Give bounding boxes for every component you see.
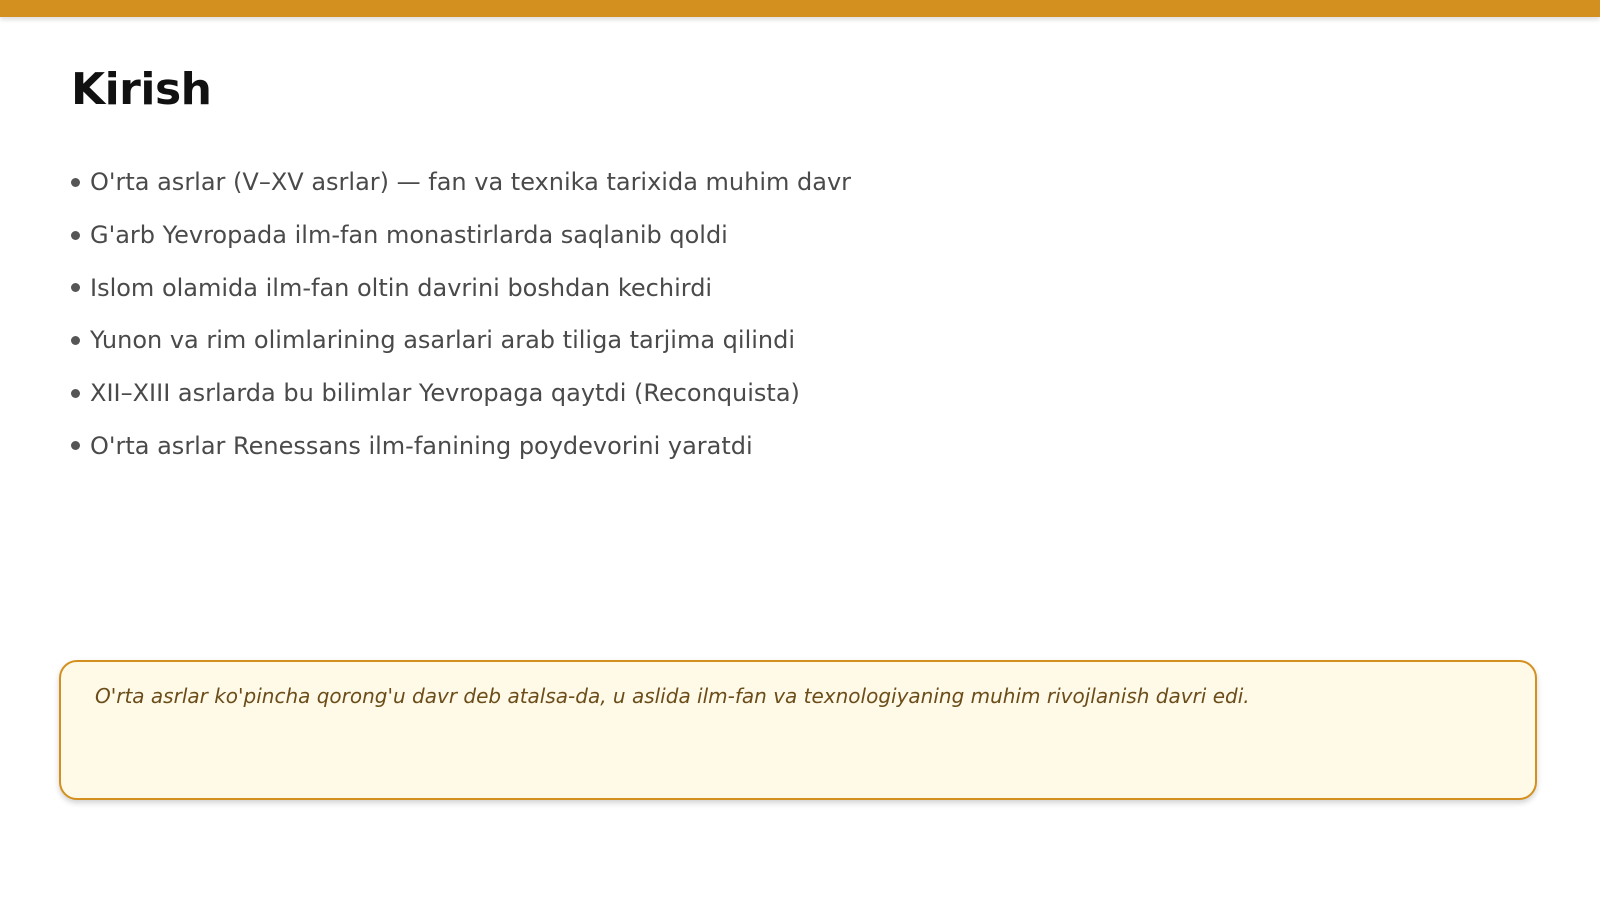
bullet-item (71, 367, 1271, 420)
bullet-text: Yunon va rim olimlarining asarlari arab tiliga tarjima qilindi (90, 326, 796, 355)
top-accent-bar (0, 0, 1600, 17)
bullet-dot-icon (71, 231, 80, 240)
bullet-item (71, 156, 1271, 209)
bullet-item (71, 419, 1271, 472)
bullet-dot-icon (71, 178, 80, 187)
bullet-text: O'rta asrlar Renessans ilm-fanining poydevorini yaratdi (90, 431, 753, 460)
bullet-dot-icon (71, 283, 80, 292)
bullet-text: XII–XIII asrlarda bu bilimlar Yevropaga qaytdi (Reconquista) (90, 379, 800, 408)
slide-title: Kirish (71, 64, 212, 115)
bullet-text: Islom olamida ilm-fan oltin davrini boshdan kechirdi (90, 273, 713, 302)
bullet-list (71, 156, 1271, 472)
bullet-item (71, 314, 1271, 367)
note-box (59, 660, 1537, 800)
bullet-dot-icon (71, 389, 80, 398)
bullet-dot-icon (71, 441, 80, 450)
bullet-item (71, 209, 1271, 262)
note-text: O'rta asrlar ko'pincha qorong'u davr deb atalsa-da, u aslida ilm-fan va texnologiyaning muhim rivojlanish davri edi. (95, 684, 1250, 708)
bullet-text: O'rta asrlar (V–XV asrlar) — fan va texnika tarixida muhim davr (90, 168, 852, 197)
bullet-dot-icon (71, 336, 80, 345)
bullet-text: G'arb Yevropada ilm-fan monastirlarda saqlanib qoldi (90, 221, 728, 250)
bullet-item (71, 261, 1271, 314)
